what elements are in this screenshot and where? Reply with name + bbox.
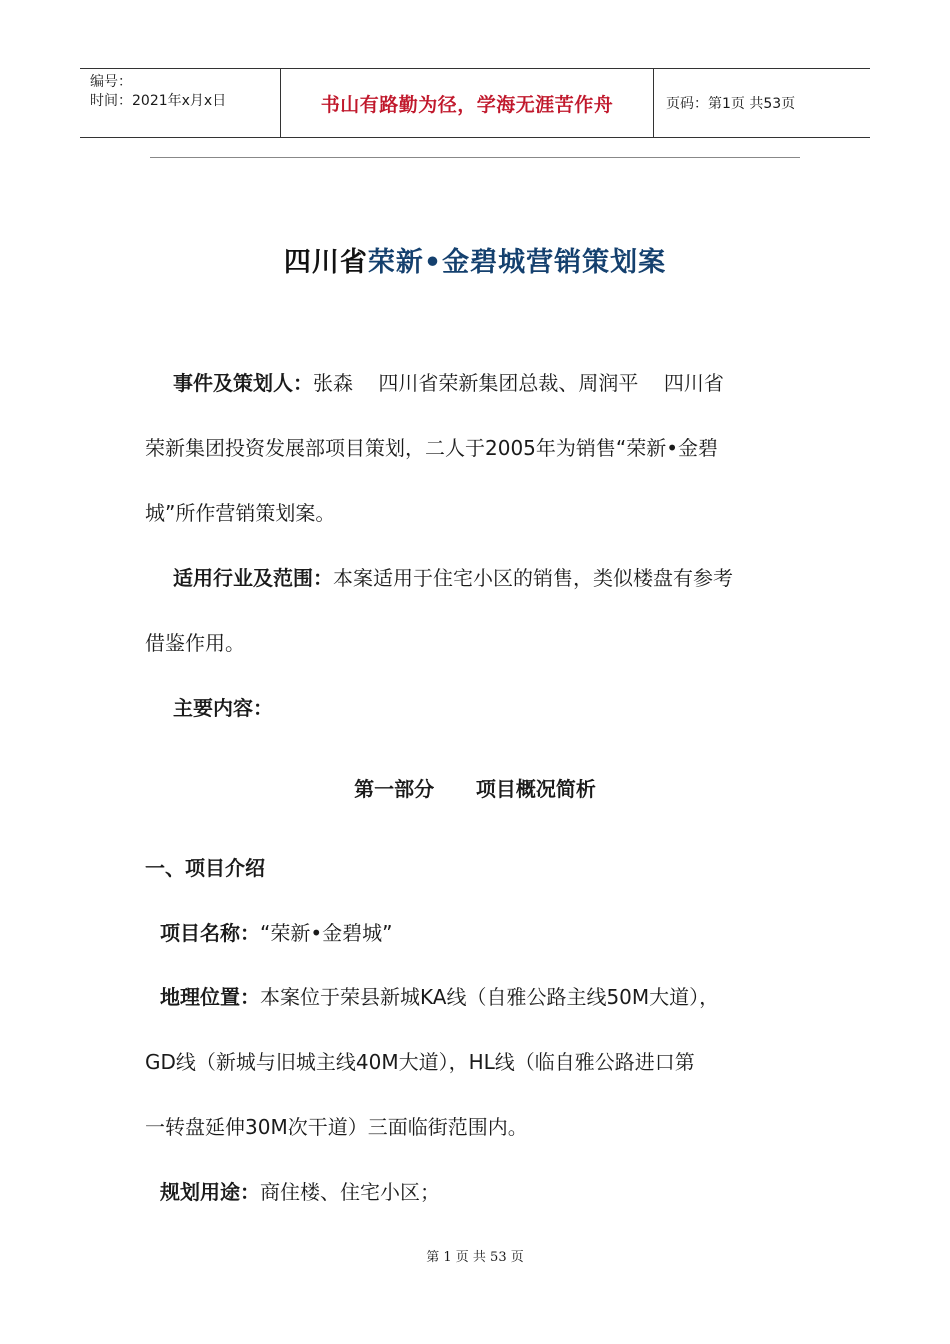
page-title xyxy=(0,240,950,279)
header-table xyxy=(80,68,870,138)
use-value: 商住楼、住宅小区； xyxy=(260,1180,440,1204)
page-footer: 第 1 页 共 53 页 xyxy=(426,1250,524,1265)
location-label: 地理位置： xyxy=(160,985,260,1009)
event-planner-line-2: 荣新集团投资发展部项目策划，二人于2005年为销售“荣新•金碧 xyxy=(145,436,719,460)
event-planner-label: 事件及策划人： xyxy=(173,371,313,395)
header-divider xyxy=(150,157,800,158)
location-line-2: GD线（新城与旧城主线40M大道），HL线（临自雅公路进口第 xyxy=(145,1050,695,1074)
title-main: 荣新•金碧城营销策划案 xyxy=(367,247,667,278)
project-name-line xyxy=(160,917,393,946)
number-label: 编号： xyxy=(90,74,132,90)
page-label: 页码：第1页 共53页 xyxy=(666,96,796,112)
location-line-1 xyxy=(160,981,719,1010)
scope-line-1 xyxy=(173,562,733,591)
scope-label: 适用行业及范围： xyxy=(173,566,333,590)
event-planner-text-1: 张森 四川省荣新集团总裁、周润平 四川省 xyxy=(313,371,724,395)
part-heading: 第一部分 项目概况简析 xyxy=(354,777,596,801)
event-planner-line-1 xyxy=(173,367,724,396)
motto-text: 书山有路勤为径，学海无涯苦作舟 xyxy=(320,93,614,116)
scope-line-2: 借鉴作用。 xyxy=(145,631,245,655)
section-heading: 一、项目介绍 xyxy=(145,856,265,880)
header-meta-cell xyxy=(80,69,281,137)
use-label: 规划用途： xyxy=(160,1180,260,1204)
header-motto-cell xyxy=(281,69,654,137)
title-prefix: 四川省 xyxy=(283,247,368,278)
time-label: 时间：2021年x月x日 xyxy=(90,93,227,109)
location-line-3: 一转盘延伸30M次干道）三面临街范围内。 xyxy=(145,1115,528,1139)
project-name-label: 项目名称： xyxy=(160,921,260,945)
use-line xyxy=(160,1176,440,1205)
main-content-label: 主要内容： xyxy=(173,696,273,720)
location-text-1: 本案位于荣县新城KA线（自雅公路主线50M大道）， xyxy=(260,985,720,1009)
scope-text-1: 本案适用于住宅小区的销售，类似楼盘有参考 xyxy=(333,566,733,590)
header-page-cell xyxy=(654,69,870,137)
event-planner-line-3: 城”所作营销策划案。 xyxy=(145,501,336,525)
project-name-value: “荣新•金碧城” xyxy=(260,921,393,945)
